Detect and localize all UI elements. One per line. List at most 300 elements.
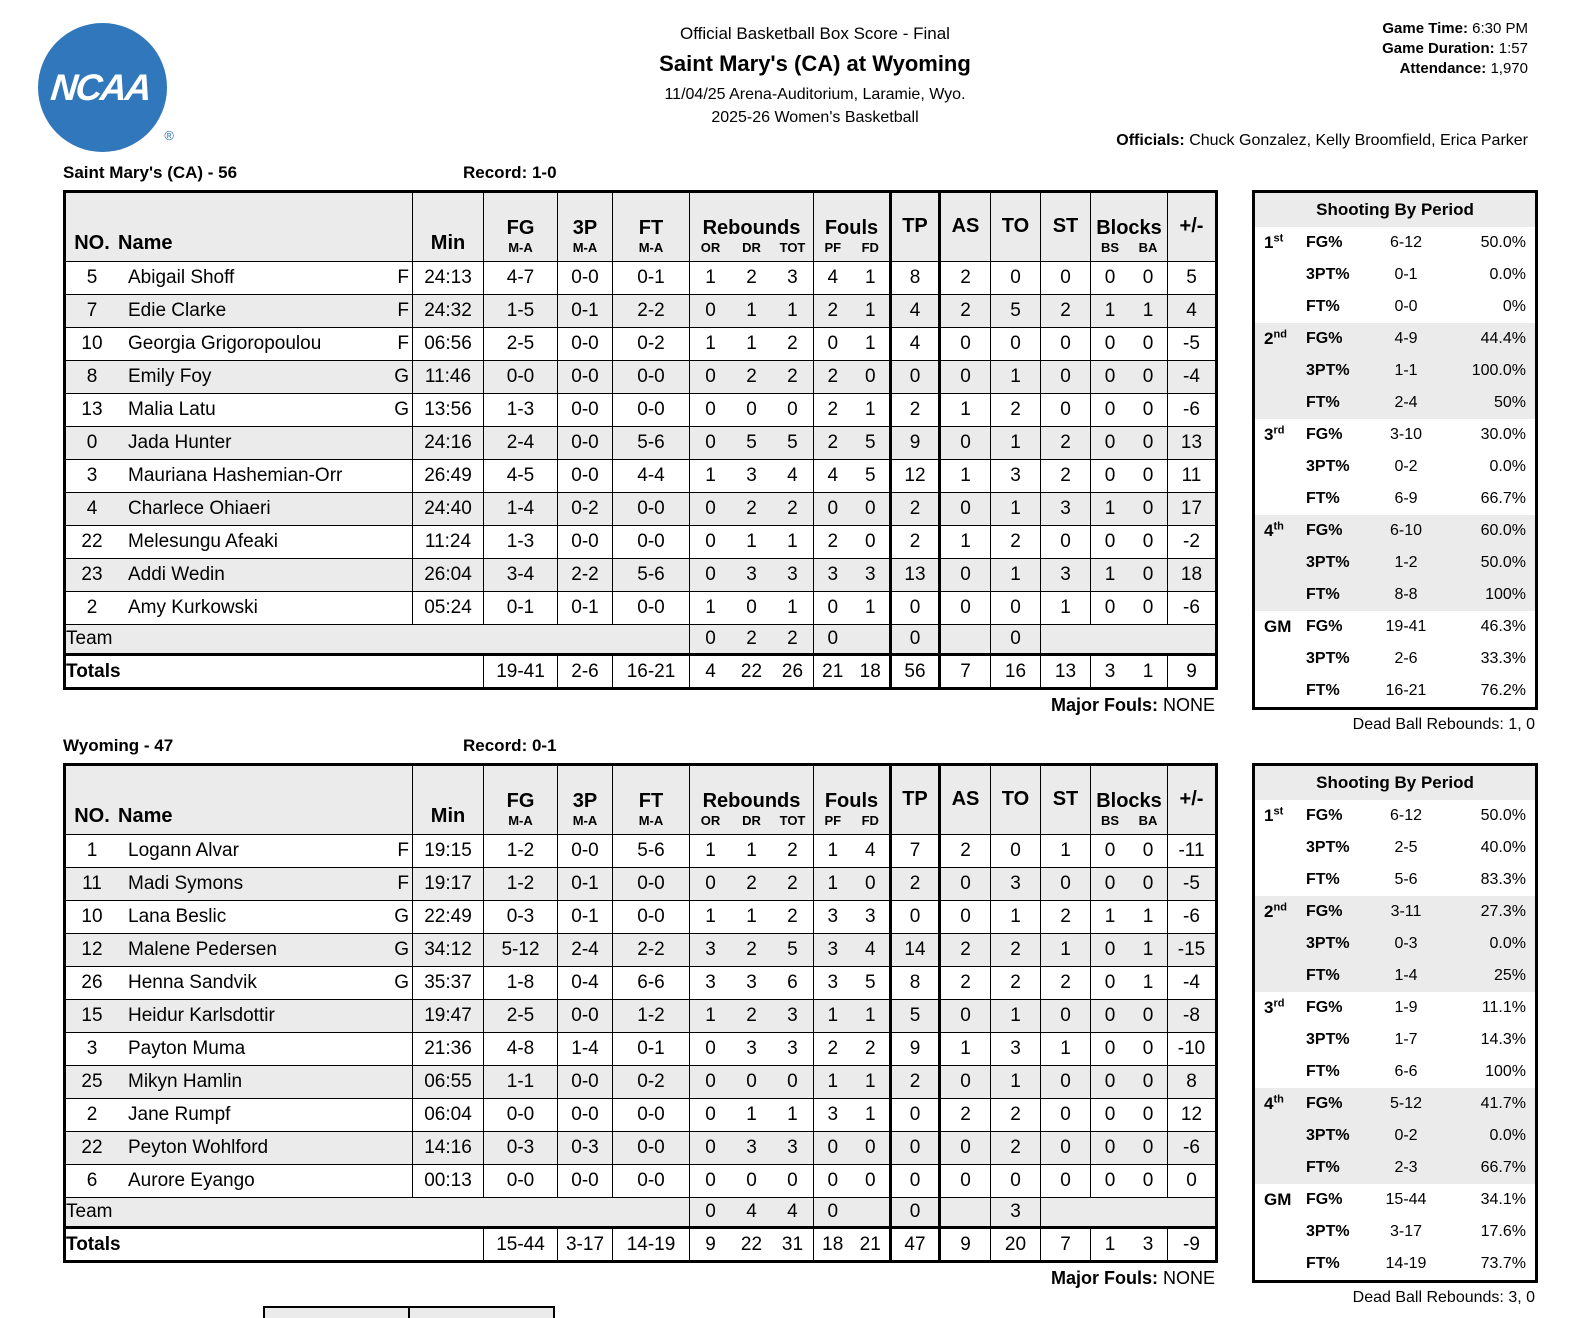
tp-cell: 9 bbox=[891, 1033, 940, 1066]
tp-cell: 0 bbox=[891, 1198, 940, 1228]
p3-cell: 0-1 bbox=[558, 868, 613, 901]
player-position: G bbox=[394, 399, 409, 420]
st-cell: 13 bbox=[1041, 655, 1091, 689]
shooting-stat-label: FG% bbox=[1306, 1095, 1343, 1112]
ba-value: 0 bbox=[1142, 597, 1154, 618]
shooting-row bbox=[1255, 1024, 1535, 1056]
fg-cell: 1-8 bbox=[484, 967, 558, 1000]
dr-value: 0 bbox=[746, 1170, 757, 1191]
tp-cell: 5 bbox=[891, 1000, 940, 1033]
shooting-stat-label: FT% bbox=[1306, 871, 1340, 888]
dr-value: 22 bbox=[740, 660, 763, 682]
fd-value: 1 bbox=[864, 267, 876, 288]
shooting-made-attempted: 5-12 bbox=[1389, 1095, 1423, 1112]
fg-cell: 0-3 bbox=[484, 1132, 558, 1165]
ba-value: 1 bbox=[1142, 939, 1154, 960]
shooting-row bbox=[1255, 1184, 1535, 1216]
shooting-row bbox=[1255, 643, 1535, 675]
dead-ball-value: 1, 0 bbox=[1508, 716, 1535, 733]
fouls-cell bbox=[814, 592, 891, 625]
fg-cell: 0-0 bbox=[484, 1165, 558, 1198]
dr-value: 2 bbox=[746, 873, 757, 894]
ft-cell: 1-2 bbox=[613, 1000, 690, 1033]
p3-cell: 0-0 bbox=[558, 1165, 613, 1198]
or-value: 1 bbox=[705, 597, 716, 618]
shooting-stat-label: FT% bbox=[1306, 394, 1340, 411]
col-st-label: ST bbox=[1052, 215, 1079, 237]
or-value: 9 bbox=[705, 1233, 716, 1255]
bs-value: 0 bbox=[1104, 1071, 1116, 1092]
or-value: 0 bbox=[705, 628, 716, 649]
bs-value: 0 bbox=[1104, 840, 1116, 861]
ft-cell: 0-0 bbox=[613, 361, 690, 394]
shooting-row bbox=[1255, 675, 1535, 707]
tp-cell: 7 bbox=[891, 835, 940, 868]
team-record: Record: 1-0 bbox=[463, 163, 557, 182]
to-cell: 1 bbox=[991, 901, 1041, 934]
col-fouls bbox=[814, 192, 891, 262]
player-row bbox=[65, 394, 1217, 427]
fd-value: 2 bbox=[864, 1038, 876, 1059]
min-cell: 24:40 bbox=[413, 493, 484, 526]
or-value: 0 bbox=[705, 1104, 716, 1125]
col-3p bbox=[558, 192, 613, 262]
period-ordinal: rd bbox=[1273, 997, 1285, 1010]
tp-cell: 2 bbox=[891, 526, 940, 559]
player-number: 2 bbox=[86, 1104, 98, 1125]
st-cell: 1 bbox=[1041, 592, 1091, 625]
player-position: F bbox=[397, 873, 409, 894]
period-ordinal: rd bbox=[1273, 424, 1285, 437]
dr-value: 2 bbox=[746, 267, 757, 288]
pf-value: 2 bbox=[827, 432, 839, 453]
blocks-cell bbox=[1091, 967, 1168, 1000]
bs-value: 0 bbox=[1104, 1170, 1116, 1191]
to-cell: 3 bbox=[991, 1033, 1041, 1066]
player-name-cell bbox=[65, 493, 413, 526]
player-name-cell bbox=[65, 394, 413, 427]
st-cell: 2 bbox=[1041, 901, 1091, 934]
team-header-line bbox=[63, 736, 1533, 763]
ba-value: 0 bbox=[1142, 1005, 1154, 1026]
col-fg bbox=[484, 765, 558, 835]
rebounds-cell bbox=[690, 427, 814, 460]
or-value: 0 bbox=[705, 1137, 716, 1158]
player-number: 12 bbox=[81, 939, 103, 960]
team-section-wyoming bbox=[63, 736, 1535, 1306]
fg-cell: 3-4 bbox=[484, 559, 558, 592]
col-st bbox=[1041, 192, 1091, 262]
ft-cell: 5-6 bbox=[613, 427, 690, 460]
shooting-made-attempted: 1-2 bbox=[1394, 554, 1418, 571]
pf-value: 3 bbox=[827, 564, 839, 585]
shooting-stat-label: FG% bbox=[1306, 999, 1343, 1016]
col-blocks-label: Blocks bbox=[1096, 790, 1162, 812]
st-cell: 0 bbox=[1041, 526, 1091, 559]
as-cell: 0 bbox=[940, 361, 991, 394]
shooting-percentage: 33.3% bbox=[1480, 650, 1526, 667]
or-value: 0 bbox=[705, 498, 716, 519]
fd-value: 0 bbox=[864, 531, 876, 552]
col-name-label: Name bbox=[118, 232, 173, 254]
shooting-row bbox=[1255, 291, 1535, 323]
shooting-panel-title: Shooting By Period bbox=[1255, 766, 1535, 800]
game-meta bbox=[1382, 19, 1528, 79]
shooting-row bbox=[1255, 579, 1535, 611]
tp-cell: 4 bbox=[891, 328, 940, 361]
min-cell: 34:12 bbox=[413, 934, 484, 967]
col-tp bbox=[891, 765, 940, 835]
min-cell: 05:24 bbox=[413, 592, 484, 625]
blocks-cell bbox=[1091, 868, 1168, 901]
col-st-label: ST bbox=[1052, 788, 1079, 810]
fg-cell: 4-5 bbox=[484, 460, 558, 493]
team-row-empty bbox=[1041, 1198, 1217, 1228]
col-name-label: Name bbox=[118, 805, 173, 827]
fd-value: 0 bbox=[864, 1170, 876, 1191]
as-cell: 0 bbox=[940, 1132, 991, 1165]
pf-value: 3 bbox=[827, 972, 839, 993]
shooting-percentage: 83.3% bbox=[1480, 871, 1526, 888]
player-row bbox=[65, 295, 1217, 328]
player-name: Melesungu Afeaki bbox=[128, 531, 278, 552]
player-position: G bbox=[394, 366, 409, 387]
tp-cell: 2 bbox=[891, 394, 940, 427]
blocks-cell bbox=[1091, 1099, 1168, 1132]
plusminus-cell: -6 bbox=[1168, 1132, 1217, 1165]
player-name-cell bbox=[65, 1000, 413, 1033]
period-number: 1 bbox=[1264, 233, 1274, 252]
as-cell bbox=[940, 625, 991, 655]
min-cell: 24:32 bbox=[413, 295, 484, 328]
to-cell: 0 bbox=[991, 592, 1041, 625]
shooting-made-attempted: 1-4 bbox=[1394, 967, 1418, 984]
col-3p-ma-label: M-A bbox=[572, 813, 598, 828]
col-rebounds-label: Rebounds bbox=[702, 790, 801, 812]
player-name: Abigail Shoff bbox=[128, 267, 235, 288]
rebounds-cell bbox=[690, 934, 814, 967]
p3-cell: 0-0 bbox=[558, 262, 613, 295]
rebounds-cell bbox=[690, 295, 814, 328]
as-cell: 1 bbox=[940, 460, 991, 493]
shooting-row bbox=[1255, 515, 1535, 547]
fouls-cell bbox=[814, 1099, 891, 1132]
shooting-percentage: 0.0% bbox=[1489, 935, 1526, 952]
col-fg bbox=[484, 192, 558, 262]
as-cell: 2 bbox=[940, 934, 991, 967]
fouls-cell bbox=[814, 1228, 891, 1262]
tot-value: 0 bbox=[787, 1170, 798, 1191]
ba-value: 0 bbox=[1142, 840, 1154, 861]
shooting-made-attempted: 16-21 bbox=[1385, 682, 1427, 699]
blocks-cell bbox=[1091, 1132, 1168, 1165]
col-fouls-label: Fouls bbox=[824, 790, 879, 812]
player-number: 5 bbox=[86, 267, 98, 288]
period-number: 4 bbox=[1264, 521, 1274, 540]
shooting-period bbox=[1264, 1190, 1306, 1210]
fd-value: 1 bbox=[864, 1005, 876, 1026]
player-name: Payton Muma bbox=[128, 1038, 246, 1059]
shooting-stat-label: 3PT% bbox=[1306, 935, 1350, 952]
shooting-made-attempted: 1-9 bbox=[1394, 999, 1418, 1016]
col-no-name bbox=[65, 765, 413, 835]
min-cell: 14:16 bbox=[413, 1132, 484, 1165]
st-cell: 3 bbox=[1041, 559, 1091, 592]
player-name: Georgia Grigoropoulou bbox=[128, 333, 322, 354]
shooting-percentage: 11.1% bbox=[1481, 999, 1526, 1016]
or-value: 1 bbox=[705, 465, 716, 486]
or-value: 0 bbox=[705, 1038, 716, 1059]
st-cell: 7 bbox=[1041, 1228, 1091, 1262]
player-name: Emily Foy bbox=[128, 366, 212, 387]
pf-value: 4 bbox=[827, 465, 839, 486]
tot-value: 2 bbox=[787, 366, 798, 387]
rebounds-cell bbox=[690, 655, 814, 689]
shooting-made-attempted: 0-1 bbox=[1394, 266, 1418, 283]
to-cell: 0 bbox=[991, 1165, 1041, 1198]
bs-value: 0 bbox=[1104, 531, 1116, 552]
fouls-cell bbox=[814, 295, 891, 328]
rebounds-cell bbox=[690, 1165, 814, 1198]
tot-value: 5 bbox=[787, 432, 798, 453]
tp-cell: 8 bbox=[891, 967, 940, 1000]
ba-value: 0 bbox=[1142, 1104, 1154, 1125]
shooting-row bbox=[1255, 227, 1535, 259]
shooting-made-attempted: 19-41 bbox=[1385, 618, 1427, 635]
major-fouls-value: NONE bbox=[1162, 695, 1215, 715]
shooting-made-attempted: 15-44 bbox=[1385, 1191, 1427, 1208]
bs-value: 0 bbox=[1104, 1005, 1116, 1026]
partial-table-cell bbox=[410, 1308, 553, 1318]
p3-cell: 0-0 bbox=[558, 1000, 613, 1033]
shooting-row bbox=[1255, 1248, 1535, 1280]
team-header-line bbox=[63, 163, 1533, 190]
fouls-cell bbox=[814, 1198, 891, 1228]
col-to-label: TO bbox=[1001, 215, 1030, 237]
p3-cell: 0-2 bbox=[558, 493, 613, 526]
fouls-cell bbox=[814, 559, 891, 592]
col-no-name bbox=[65, 192, 413, 262]
player-number: 3 bbox=[86, 465, 98, 486]
period-number: 1 bbox=[1264, 806, 1274, 825]
blocks-cell bbox=[1091, 1066, 1168, 1099]
p3-cell: 0-4 bbox=[558, 967, 613, 1000]
tp-cell: 4 bbox=[891, 295, 940, 328]
ba-value: 0 bbox=[1142, 399, 1154, 420]
plusminus-cell: 17 bbox=[1168, 493, 1217, 526]
tp-cell: 0 bbox=[891, 1132, 940, 1165]
player-name: Henna Sandvik bbox=[128, 972, 257, 993]
plusminus-cell: 4 bbox=[1168, 295, 1217, 328]
tot-value: 2 bbox=[787, 840, 798, 861]
col-no-label: NO. bbox=[74, 232, 110, 254]
tp-cell: 2 bbox=[891, 868, 940, 901]
to-cell: 2 bbox=[991, 1132, 1041, 1165]
shooting-row bbox=[1255, 992, 1535, 1024]
player-number: 23 bbox=[81, 564, 103, 585]
shooting-percentage: 40.0% bbox=[1480, 839, 1526, 856]
blocks-cell bbox=[1091, 328, 1168, 361]
tot-value: 3 bbox=[787, 1005, 798, 1026]
blocks-cell bbox=[1091, 427, 1168, 460]
col-plusminus-label: +/- bbox=[1179, 788, 1204, 810]
blocks-cell bbox=[1091, 526, 1168, 559]
rebounds-cell bbox=[690, 559, 814, 592]
dr-value: 3 bbox=[746, 972, 757, 993]
shooting-stat-label: FG% bbox=[1306, 234, 1343, 251]
p3-cell: 0-0 bbox=[558, 1066, 613, 1099]
dr-value: 1 bbox=[746, 840, 757, 861]
ft-cell: 2-2 bbox=[613, 295, 690, 328]
shooting-stat-label: 3PT% bbox=[1306, 1223, 1350, 1240]
shooting-made-attempted: 0-0 bbox=[1394, 298, 1418, 315]
col-ft-label: FT bbox=[638, 217, 664, 239]
season-line: 2025-26 Women's Basketball bbox=[711, 109, 919, 126]
shooting-stat-label: 3PT% bbox=[1306, 839, 1350, 856]
st-cell: 3 bbox=[1041, 493, 1091, 526]
shooting-stat-label: FG% bbox=[1306, 903, 1343, 920]
player-number: 3 bbox=[86, 1038, 98, 1059]
column-header-row bbox=[65, 765, 1217, 835]
dr-value: 2 bbox=[746, 939, 757, 960]
fg-cell: 2-4 bbox=[484, 427, 558, 460]
bs-value: 0 bbox=[1104, 1038, 1116, 1059]
fd-value: 0 bbox=[864, 498, 876, 519]
ba-value: 0 bbox=[1142, 1071, 1154, 1092]
col-or-label: OR bbox=[700, 813, 721, 828]
player-name-cell bbox=[65, 934, 413, 967]
fd-value: 3 bbox=[864, 564, 876, 585]
st-cell: 0 bbox=[1041, 262, 1091, 295]
player-number: 22 bbox=[81, 1137, 103, 1158]
pf-value: 0 bbox=[827, 597, 839, 618]
col-ba-label: BA bbox=[1138, 240, 1158, 255]
col-fg-label: FG bbox=[506, 790, 535, 812]
col-min bbox=[413, 192, 484, 262]
to-cell: 3 bbox=[991, 1198, 1041, 1228]
pf-value: 0 bbox=[827, 1201, 839, 1222]
fd-value: 0 bbox=[864, 366, 876, 387]
fd-value: 5 bbox=[864, 972, 876, 993]
shooting-period bbox=[1264, 902, 1306, 922]
major-fouls-label: Major Fouls: bbox=[1050, 1268, 1158, 1288]
fouls-cell bbox=[814, 361, 891, 394]
col-bs-label: BS bbox=[1100, 813, 1120, 828]
player-position: F bbox=[397, 267, 409, 288]
or-value: 1 bbox=[705, 1005, 716, 1026]
plusminus-cell: 8 bbox=[1168, 1066, 1217, 1099]
to-cell: 1 bbox=[991, 559, 1041, 592]
player-row bbox=[65, 361, 1217, 394]
player-row bbox=[65, 493, 1217, 526]
plusminus-cell: -11 bbox=[1168, 835, 1217, 868]
p3-cell: 1-4 bbox=[558, 1033, 613, 1066]
fd-value: 18 bbox=[859, 660, 881, 682]
shooting-percentage: 100.0% bbox=[1471, 362, 1526, 379]
shooting-made-attempted: 3-10 bbox=[1389, 426, 1423, 443]
to-cell: 1 bbox=[991, 427, 1041, 460]
col-to bbox=[991, 192, 1041, 262]
fd-value: 1 bbox=[864, 597, 876, 618]
ncaa-logo-text: NCAA bbox=[48, 66, 152, 108]
blocks-cell bbox=[1091, 262, 1168, 295]
blocks-cell bbox=[1091, 493, 1168, 526]
shooting-percentage: 41.7% bbox=[1480, 1095, 1526, 1112]
fouls-cell bbox=[814, 625, 891, 655]
to-cell: 1 bbox=[991, 493, 1041, 526]
shooting-percentage: 14.3% bbox=[1480, 1031, 1526, 1048]
player-name: Addi Wedin bbox=[128, 564, 225, 585]
col-pf-label: PF bbox=[824, 813, 842, 828]
or-value: 0 bbox=[705, 1170, 716, 1191]
ba-value: 1 bbox=[1142, 300, 1154, 321]
fd-value: 1 bbox=[864, 300, 876, 321]
as-cell: 1 bbox=[940, 526, 991, 559]
as-cell: 2 bbox=[940, 967, 991, 1000]
ba-value: 0 bbox=[1142, 1137, 1154, 1158]
player-row bbox=[65, 526, 1217, 559]
fouls-cell bbox=[814, 835, 891, 868]
shooting-period bbox=[1264, 617, 1306, 637]
p3-cell: 2-4 bbox=[558, 934, 613, 967]
player-name-cell bbox=[65, 1099, 413, 1132]
tp-cell: 13 bbox=[891, 559, 940, 592]
fouls-cell bbox=[814, 868, 891, 901]
player-name-cell bbox=[65, 1165, 413, 1198]
team-row-label: Team bbox=[65, 625, 690, 655]
fd-value: 1 bbox=[864, 1071, 876, 1092]
dead-ball-label: Dead Ball Rebounds: bbox=[1352, 716, 1504, 733]
shooting-percentage: 100% bbox=[1485, 1063, 1526, 1080]
fg-cell: 0-1 bbox=[484, 592, 558, 625]
fg-cell: 0-0 bbox=[484, 1099, 558, 1132]
dr-value: 22 bbox=[740, 1233, 763, 1255]
ft-cell: 0-2 bbox=[613, 328, 690, 361]
shooting-stat-label: FT% bbox=[1306, 298, 1340, 315]
shooting-stat-label: FG% bbox=[1306, 618, 1343, 635]
pf-value: 2 bbox=[827, 366, 839, 387]
dr-value: 3 bbox=[746, 1137, 757, 1158]
tp-cell: 0 bbox=[891, 592, 940, 625]
fg-cell: 1-1 bbox=[484, 1066, 558, 1099]
period-ordinal: st bbox=[1273, 232, 1284, 245]
col-ft-ma-label: M-A bbox=[638, 240, 664, 255]
fouls-cell bbox=[814, 655, 891, 689]
p3-cell: 0-0 bbox=[558, 361, 613, 394]
ft-cell: 0-1 bbox=[613, 262, 690, 295]
rebounds-cell bbox=[690, 526, 814, 559]
rebounds-cell bbox=[690, 328, 814, 361]
shooting-made-attempted: 0-3 bbox=[1394, 935, 1418, 952]
ft-cell: 0-0 bbox=[613, 868, 690, 901]
shooting-percentage: 76.2% bbox=[1480, 682, 1526, 699]
shooting-stat-label: FT% bbox=[1306, 682, 1340, 699]
player-row bbox=[65, 868, 1217, 901]
min-cell: 19:17 bbox=[413, 868, 484, 901]
st-cell: 1 bbox=[1041, 1033, 1091, 1066]
player-name: Peyton Wohlford bbox=[128, 1137, 269, 1158]
player-row bbox=[65, 967, 1217, 1000]
tp-cell: 47 bbox=[891, 1228, 940, 1262]
rebounds-cell bbox=[690, 1228, 814, 1262]
shooting-made-attempted: 6-12 bbox=[1389, 807, 1423, 824]
pf-value: 3 bbox=[827, 1104, 839, 1125]
or-value: 0 bbox=[705, 432, 716, 453]
ba-value: 0 bbox=[1142, 333, 1154, 354]
plusminus-cell: -6 bbox=[1168, 592, 1217, 625]
period-number: GM bbox=[1264, 617, 1292, 636]
to-cell: 2 bbox=[991, 934, 1041, 967]
